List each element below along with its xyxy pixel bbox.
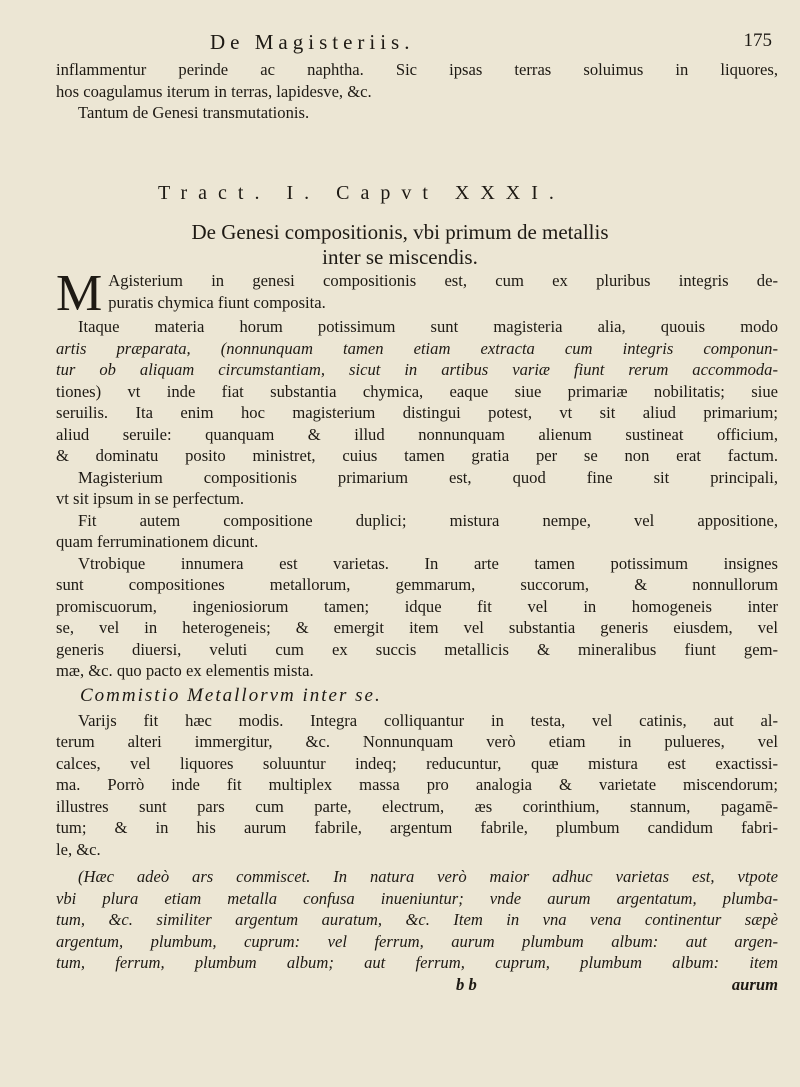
chapter-title: [0, 220, 800, 270]
text-line: Tantum de Genesi transmutationis.: [78, 103, 310, 122]
text-line: mæ, &c. quo pacto ex elementis mista.: [56, 661, 314, 680]
text-line: artis præparata, (nonnunquam tamen etiam extracta cum integris componun-: [56, 338, 778, 358]
paragraph-1: [56, 265, 778, 682]
text-line: sunt compositiones metallorum, gemmarum, succorum, & nonnullorum: [56, 575, 778, 594]
text-line: puratis chymica fiunt composita.: [108, 292, 326, 312]
signature-mark: b b: [456, 974, 477, 994]
text-line: vt sit ipsum in se perfectum.: [56, 489, 245, 508]
paragraph-3: [56, 866, 778, 995]
text-line: tum, &c. similiter argentum auratum, &c. Item in vna vena continentur sæpè: [56, 910, 778, 929]
chapter-heading: Tract. I. Capvt XXXI.: [158, 182, 565, 204]
text-line: hos coagulamus iterum in terras, lapidesve, &c.: [56, 81, 372, 101]
text-line: Magisterium compositionis primarium est, quod fine sit principali,: [78, 467, 778, 487]
footer-line: [56, 974, 778, 996]
text-line: inflammentur perinde ac naphtha. Sic ipsas terras soluimus in liquores,: [56, 60, 778, 79]
paragraph-2: [56, 710, 778, 861]
text-line: tur ob aliquam circumstantiam, sicut in artibus variæ fiunt rerum accommoda-: [56, 360, 778, 379]
text-line: aliud seruile: quanquam & illud nonnunquam alienum sustineat officium,: [56, 424, 778, 444]
text-line: argentum, plumbum, cuprum: vel ferrum, aurum plumbum album: aut argen-: [56, 931, 778, 951]
text-line: tiones) vt inde fiat substantia chymica, eaque siue primariæ nobilitatis; siue: [56, 381, 778, 401]
text-line: illustres sunt pars cum parte, electrum, æs corinthium, stannum, pagamē-: [56, 796, 778, 816]
chapter-title-line: inter se miscendis.: [322, 245, 478, 269]
text-line: Fit autem compositione duplici; mistura nempe, vel appositione,: [78, 510, 778, 530]
text-line: generis diuersi, veluti cum ex succis metallicis & mineralibus fiunt gem-: [56, 639, 778, 659]
chapter-end-text: [56, 59, 778, 124]
text-line: (Hæc adeò ars commiscet. In natura verò maior adhuc varietas est, vtpote: [78, 867, 778, 886]
section-subheading: Commistio Metallorvm inter se.: [80, 684, 382, 706]
drop-capital: M: [56, 265, 103, 322]
text-line: terum alteri immergitur, &c. Nonnunquam verò etiam in pulueres, vel: [56, 732, 778, 751]
text-line: ma. Porrò inde fit multiplex massa pro analogia & varietate miscendorum;: [56, 775, 778, 794]
text-line: Vtrobique innumera est varietas. In arte tamen potissimum insignes: [78, 553, 778, 573]
running-head: De Magisteriis.: [210, 30, 415, 54]
text-line: Agisterium in genesi compositionis est, cum ex pluribus integris de-: [108, 271, 778, 290]
text-line: promiscuorum, ingeniosiorum tamen; idque fit vel in homogeneis inter: [56, 596, 778, 616]
text-line: & dominatu posito ministret, cuius tamen gratia per se non erat factum.: [56, 446, 778, 465]
text-line: Itaque materia horum potissimum sunt magisteria alia, quouis modo: [78, 317, 778, 336]
text-line: seruilis. Ita enim hoc magisterium distingui potest, vt sit aliud primarium;: [56, 403, 778, 422]
body-text: [56, 265, 778, 995]
chapter-title-line: De Genesi compositionis, vbi primum de metallis: [191, 220, 609, 244]
text-line: tum; & in his aurum fabrile, argentum fabrile, plumbum candidum fabri-: [56, 818, 778, 837]
page-number: 175: [743, 30, 772, 51]
catchword: aurum: [731, 974, 778, 994]
text-line: Varijs fit hæc modis. Integra colliquantur in testa, vel catinis, aut al-: [78, 710, 778, 730]
text-line: quam ferruminationem dicunt.: [56, 532, 259, 551]
text-line: vbi plura etiam metalla confusa inueniuntur; vnde aurum argentatum, plumba-: [56, 888, 778, 908]
text-line: tum, ferrum, plumbum album; aut ferrum, cuprum, plumbum album: item: [56, 953, 778, 972]
text-line: se, vel in heterogeneis; & emergit item vel substantia generis eiusdem, vel: [56, 618, 778, 637]
text-line: calces, vel liquores soluuntur indeq; reducuntur, quæ mistura est exactissi-: [56, 753, 778, 773]
text-line: le, &c.: [56, 839, 101, 859]
